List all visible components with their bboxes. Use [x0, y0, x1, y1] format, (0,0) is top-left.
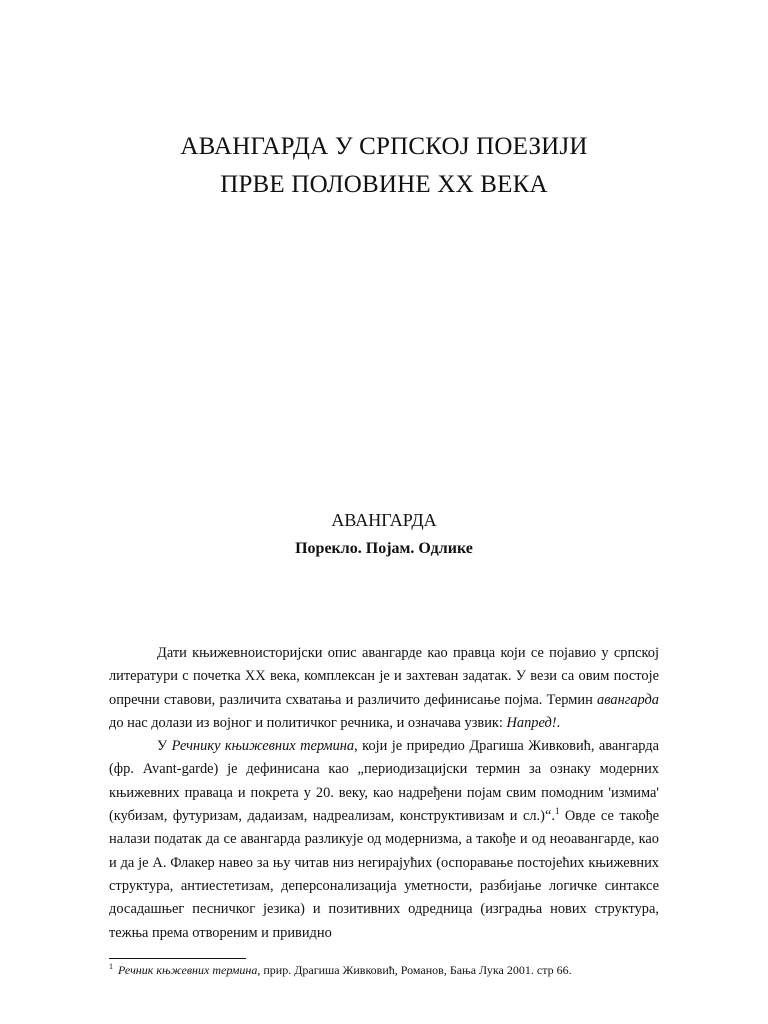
footnote-divider: [109, 958, 246, 959]
paragraph-2-text-1: У: [157, 738, 172, 755]
paragraph-1-text-3: .: [556, 714, 561, 731]
term-avant-garde: авангарда: [597, 691, 659, 708]
section-title: АВАНГАРДА: [331, 510, 437, 530]
paragraph-1-text-2: до нас долази из војног и политичког речника, и означава узвик:: [109, 714, 507, 731]
dictionary-title: Речнику књижевних термина: [171, 738, 355, 755]
footnote-source-title: Речник књжевних термина: [118, 963, 258, 977]
paragraph-2: [109, 735, 659, 945]
paragraph-1: [109, 642, 659, 735]
footnote: [109, 962, 669, 978]
body-text: [109, 642, 659, 945]
exclamation-forward: Напред!: [506, 714, 557, 731]
footnote-number: 1: [109, 962, 113, 971]
title-line-1: АВАНГАРДА У СРПСКОЈ ПОЕЗИЈИ: [180, 133, 588, 160]
footnote-details: , прир. Драгиша Живковић, Романов, Бања Лука 2001. стр 66.: [257, 963, 572, 977]
section-subtitle: Порекло. Појам. Одлике: [295, 540, 473, 557]
page-title: [0, 128, 768, 204]
paragraph-1-text-1: Дати књижевноисторијски опис авангарде као правца који се појавио у српској литератури с почетка XX века, комплексан је и захтеван задатак. У вези са овим постоје опречни ставови, различита схватања и различито дефинисање појма. Термин: [109, 645, 659, 708]
paragraph-2-text-2: , који је приредио Драгиша Живковић, авангарда (фр. Avant-garde) је дефинисана као „периодизацијски термин за ознаку модерних књижевних праваца и покрета у 20. веку, као надређени појам свим помодним 'измима' (кубизам, футуризам, дадаизам, надреализам, конструктивизам и сл.)“.: [109, 738, 659, 825]
footnote-reference[interactable]: 1: [554, 806, 560, 817]
title-line-2: ПРВЕ ПОЛОВИНЕ XX ВЕКА: [220, 171, 548, 198]
paragraph-2-text-3: Овде се такође налази податак да се авангарда разликује од модернизма, а такође и од неоавангарде, као и да је А. Флакер навео за њу читав низ негирајућих (оспоравање постојећих књижевних структура, антиестетизам, деперсонализација уметности, разбијање логичке синтаксе досадашњег песничког језика) и позитивних одредница (изградња нових структура, тежња према отвореним и привидно: [109, 808, 659, 941]
